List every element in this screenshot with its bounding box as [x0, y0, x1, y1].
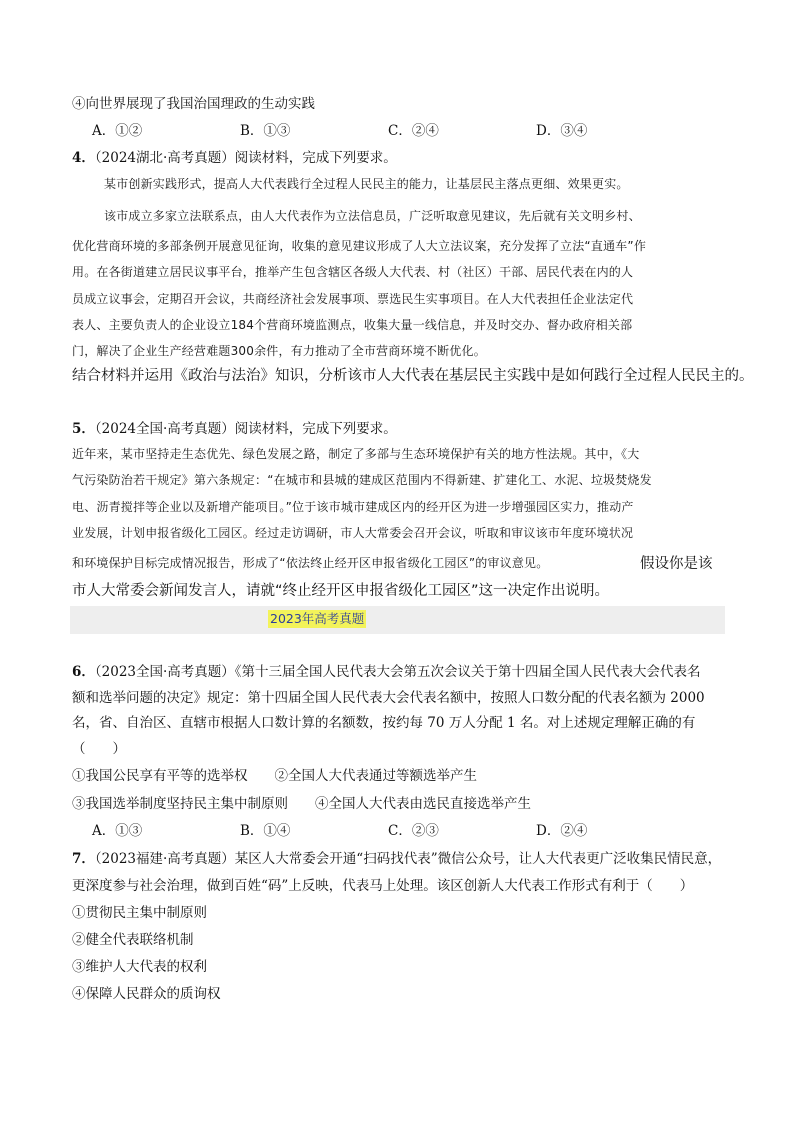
q6-option-c: C．②③ [388, 823, 439, 839]
q4-material-line: 某市创新实践形式，提高人大代表践行全过程人民民主的能力，让基层民主落点更细、效果更实。 [104, 177, 629, 191]
q4-material-line: 表人、主要负责人的企业设立184个营商环境监测点，收集大量一线信息，并及时交办、督办政府相关部 [72, 318, 633, 332]
q6-option-d: D．②④ [536, 823, 588, 839]
q5-task-start: 假设你是该 [640, 556, 713, 572]
q4-material-line: 优化营商环境的多部条例开展意见征询，收集的意见建议形成了人大立法议案，充分发挥了立法“直通车”作 [72, 239, 647, 253]
q6-answer-blank: （ ） [72, 741, 126, 757]
q7-number: 7． [72, 851, 95, 867]
q5-material-line: 气污染防治若干规定》第六条规定：“在城市和县城的建成区范围内不得新建、扩建化工、水泥、垃圾焚烧发 [72, 473, 652, 487]
q6-stem-line: 名，省、自治区、直辖市根据人口数计算的名额数，按约每 70 万人分配 1 名。对上述规定理解正确的有 [72, 715, 696, 731]
q3-option-c: C．②④ [388, 123, 439, 139]
q4-stem-text: （2024湖北·高考真题）阅读材料，完成下列要求。 [94, 150, 397, 166]
q4-material-line: 该市成立多家立法联系点，由人大代表作为立法信息员，广泛听取意见建议，先后就有关文明乡村、 [104, 209, 641, 223]
q4-stem [72, 149, 397, 167]
q7-stem-line: 更深度参与社会治理，做到百姓“码”上反映，代表马上处理。该区创新人大代表工作形式有利于（ ） [72, 878, 694, 894]
q6-stem-line: 额和选举问题的决定》规定：第十四届全国人民代表大会代表名额中，按照人口数分配的代表名额为 2000 [72, 690, 705, 706]
q6-stem-text: （2023全国·高考真题）《第十三届全国人民代表大会第五次会议关于第十四届全国人民代表大会代表名 [94, 664, 701, 680]
q7-statement-2: ②健全代表联络机制 [72, 932, 194, 948]
q5-material-line: 和环境保护目标完成情况报告，形成了“依法终止经开区申报省级化工园区”的审议意见。 [72, 556, 549, 570]
q5-stem-text: （2024全国·高考真题）阅读材料，完成下列要求。 [94, 421, 397, 437]
q5-stem [72, 420, 397, 438]
q7-stem-text: （2023福建·高考真题）某区人大常委会开通“扫码找代表”微信公众号，让人大代表更广泛收集民情民意， [94, 851, 722, 867]
q4-material-line: 门，解决了企业生产经营难题300余件，有力推动了全市营商环境不断优化。 [72, 344, 486, 358]
q3-option-a: A．①② [92, 123, 143, 139]
section-banner-label: 2023年高考真题 [270, 611, 365, 626]
q5-material-line: 电、沥青搅拌等企业以及新增产能项目。”位于该市城市建成区内的经开区为进一步增强园区实力，推动产 [72, 500, 634, 514]
q7-stem-line [72, 850, 721, 868]
q6-stem-line [72, 663, 701, 681]
q3-option-b: B．①③ [240, 123, 291, 139]
q5-material-line: 业发展，计划申报省级化工园区。经过走访调研，市人大常委会召开会议，听取和审议该市年度环境状况 [72, 526, 634, 540]
section-banner [70, 606, 725, 634]
q4-number: 4． [72, 150, 95, 166]
q6-number: 6． [72, 664, 95, 680]
q6-statements: ③我国选举制度坚持民主集中制原则 ④全国人大代表由选民直接选举产生 [72, 796, 531, 812]
q3-statement-4: ④向世界展现了我国治国理政的生动实践 [72, 96, 315, 112]
q6-statements: ①我国公民享有平等的选举权 ②全国人大代表通过等额选举产生 [72, 768, 477, 784]
q7-statement-4: ④保障人民群众的质询权 [72, 986, 221, 1002]
q5-number: 5． [72, 421, 95, 437]
q4-material-line: 员成立议事会，定期召开会议，共商经济社会发展事项、票选民生实事项目。在人大代表担任企业法定代 [72, 292, 634, 306]
q5-task: 市人大常委会新闻发言人，请就“终止经开区申报省级化工园区”这一决定作出说明。 [72, 583, 610, 599]
q5-material-line: 近年来，某市坚持走生态优先、绿色发展之路，制定了多部与生态环境保护有关的地方性法规。其中，《大 [72, 447, 640, 461]
q4-task: 结合材料并运用《政治与法治》知识，分析该市人大代表在基层民主实践中是如何践行全过程人民民主的。 [72, 368, 754, 384]
q3-option-d: D．③④ [536, 123, 588, 139]
q4-material-line: 用。在各街道建立居民议事平台，推举产生包含辖区各级人大代表、村（社区）干部、居民代表在内的人 [72, 265, 634, 279]
q6-option-b: B．①④ [240, 823, 291, 839]
q6-option-a: A．①③ [92, 823, 143, 839]
q7-statement-3: ③维护人大代表的权利 [72, 959, 207, 975]
q7-statement-1: ①贯彻民主集中制原则 [72, 905, 207, 921]
